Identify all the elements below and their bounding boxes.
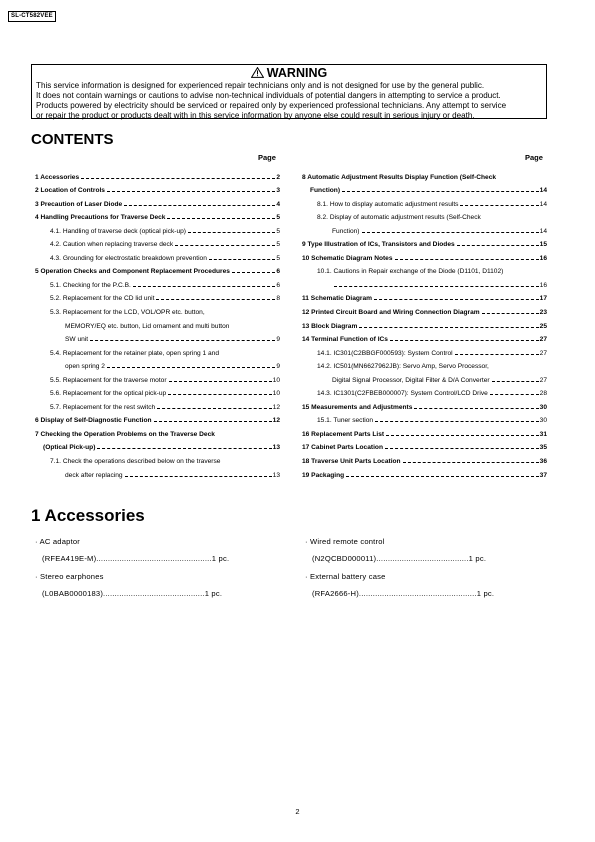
toc-entry[interactable]: [302, 291, 547, 305]
accessories-left: [35, 533, 229, 603]
toc-entry[interactable]: [35, 250, 280, 264]
warning-heading: [36, 66, 542, 81]
toc-entry-page: 14: [539, 227, 547, 235]
accessory-item: · Wired remote control: [305, 537, 385, 546]
toc-entry-page: 10: [272, 376, 280, 384]
toc-leader: [395, 259, 539, 260]
toc-entry-label: 11 Schematic Diagram: [302, 295, 373, 303]
toc-entry-label: 4.1. Handling of traverse deck (optical pick-up): [50, 227, 186, 235]
toc-leader: [107, 191, 275, 192]
toc-entry-page: 6: [276, 281, 280, 289]
toc-entry-page: 37: [539, 471, 547, 479]
toc-entry[interactable]: [302, 345, 547, 359]
toc-leader: [490, 394, 539, 395]
toc-entry-page: 28: [539, 390, 547, 398]
accessory-item: · External battery case: [305, 571, 386, 581]
toc-leader: [374, 299, 539, 300]
toc-entry[interactable]: [302, 467, 547, 481]
toc-entry[interactable]: [35, 277, 280, 291]
warning-title: WARNING: [266, 66, 328, 80]
toc-leader: [157, 408, 271, 409]
toc-entry-page: 30: [539, 403, 547, 411]
toc-leader: [81, 178, 275, 179]
toc-entry[interactable]: [302, 372, 547, 386]
toc-leader: [169, 381, 272, 382]
toc-entry-page: 27: [539, 349, 547, 357]
toc-entry-page: 5: [276, 214, 280, 222]
warning-box: [31, 64, 547, 119]
toc-entry-page: 12: [272, 417, 280, 425]
toc-entry-label: 14.1. IC301(C2BBGF000593): System Control: [317, 349, 453, 357]
toc-entry[interactable]: [302, 169, 547, 183]
toc-entry[interactable]: [302, 453, 547, 467]
toc-entry-page: 16: [539, 281, 547, 289]
toc-entry-page: 4: [276, 200, 280, 208]
toc-entry-page: 36: [539, 458, 547, 466]
toc-leader: [346, 476, 539, 477]
toc-leader: [167, 218, 275, 219]
toc-leader: [385, 448, 539, 449]
toc-leader: [168, 394, 271, 395]
toc-entry-label: 7.1. Check the operations described below on the traverse: [50, 458, 221, 466]
toc-entry-label: 4.2. Caution when replacing traverse deck: [50, 241, 174, 249]
toc-entry-label: 5.3. Replacement for the LCD, VOL/OPR etc. button,: [50, 309, 205, 317]
toc-entry[interactable]: [35, 304, 280, 318]
toc-entry[interactable]: [35, 183, 280, 197]
accessory-item: · Stereo earphones: [35, 571, 104, 581]
toc-entry-label: (Optical Pick-up): [43, 444, 96, 452]
toc-entry-label: 4 Handling Precautions for Traverse Deck: [35, 214, 166, 222]
toc-leader: [97, 448, 271, 449]
toc-entry[interactable]: [35, 467, 280, 481]
toc-entry[interactable]: [35, 453, 280, 467]
toc-entry-label: 5.5. Replacement for the traverse motor: [50, 376, 167, 384]
accessory-part-number: (RFA2666-H)...................................................1 pc.: [312, 589, 495, 599]
toc-entry-page: 3: [276, 187, 280, 195]
toc-entry-label: 13 Block Diagram: [302, 322, 358, 330]
toc-entry-label: 4.3. Grounding for electrostatic breakdown prevention: [50, 254, 207, 262]
toc-entry-label: 3 Precaution of Laser Diode: [35, 200, 123, 208]
toc-entry[interactable]: [302, 399, 547, 413]
toc-entry[interactable]: [35, 210, 280, 224]
toc-leader: [188, 232, 275, 233]
toc-leader: [492, 381, 539, 382]
accessories-right: [305, 533, 494, 603]
page-column-header-right: Page: [525, 153, 543, 162]
toc-entry[interactable]: [35, 386, 280, 400]
toc-leader: [390, 340, 539, 341]
toc-entry-page: 31: [539, 430, 547, 438]
toc-entry-label: 5.2. Replacement for the CD lid unit: [50, 295, 155, 303]
toc-entry-label: 14 Terminal Function of ICs: [302, 336, 388, 344]
toc-leader: [455, 354, 539, 355]
toc-entry-label: 5.7. Replacement for the rest switch: [50, 403, 156, 411]
toc-entry[interactable]: [302, 196, 547, 210]
toc-entry[interactable]: [35, 372, 280, 386]
toc-entry-page: 8: [276, 295, 280, 303]
toc-entry-label: MEMORY/EQ etc. button, Lid ornament and multi button: [65, 322, 230, 330]
toc-entry-page: 13: [272, 471, 280, 479]
toc-entry[interactable]: [35, 223, 280, 237]
toc-entry[interactable]: [35, 399, 280, 413]
toc-entry[interactable]: [35, 359, 280, 373]
toc-entry-label: 10 Schematic Diagram Notes: [302, 254, 393, 262]
toc-entry[interactable]: [35, 237, 280, 251]
toc-entry-page: 2: [276, 173, 280, 181]
toc-leader: [460, 205, 538, 206]
toc-entry[interactable]: [302, 318, 547, 332]
warning-triangle-icon: [251, 67, 264, 78]
warning-line: Products powered by electricity should be serviced or repaired only by experienced professional technicians. Any attempt to service: [36, 101, 507, 110]
toc-entry[interactable]: [35, 264, 280, 278]
toc-entry-label: 17 Cabinet Parts Location: [302, 444, 383, 452]
toc-leader: [362, 232, 539, 233]
toc-entry-page: 12: [272, 403, 280, 411]
toc-leader: [124, 205, 275, 206]
toc-entry-label: 7 Checking the Operation Problems on the Traverse Deck: [35, 430, 215, 438]
toc-entry[interactable]: [302, 264, 547, 278]
toc-entry-label: 8 Automatic Adjustment Results Display Function (Self-Check: [302, 173, 497, 181]
toc-leader: [175, 245, 275, 246]
toc-entry-page: 30: [539, 417, 547, 425]
toc-entry-label: 5.1. Checking for the P.C.B.: [50, 281, 131, 289]
toc-entry[interactable]: [35, 291, 280, 305]
warning-line: or repair the product or products dealt with in this service information by anyone else could result in serious injury or death.: [36, 111, 475, 120]
toc-leader: [375, 421, 539, 422]
toc-entry-label: 8.2. Display of automatic adjustment results (Self-Check: [317, 214, 481, 222]
page-column-header-left: Page: [258, 153, 276, 162]
accessory-part-number: (RFEA419E-M)..................................................1 pc.: [42, 554, 230, 564]
toc-entry[interactable]: [302, 250, 547, 264]
toc-entry-page: 17: [539, 295, 547, 303]
toc-entry[interactable]: [35, 318, 280, 332]
toc-entry-page: 6: [276, 268, 280, 276]
toc-left-column: [35, 169, 280, 481]
toc-entry[interactable]: [35, 345, 280, 359]
toc-entry[interactable]: [302, 210, 547, 224]
toc-leader: [342, 191, 539, 192]
toc-entry-page: 14: [539, 200, 547, 208]
toc-leader: [209, 259, 275, 260]
toc-entry[interactable]: [35, 196, 280, 210]
toc-leader: [107, 367, 275, 368]
toc-entry-page: 9: [276, 363, 280, 371]
toc-entry-page: 10: [272, 390, 280, 398]
warning-line: It does not contain warnings or cautions to advise non-technical individuals of potential dangers in attempting to service a product.: [36, 91, 501, 100]
toc-leader: [403, 462, 539, 463]
accessory-part-number: (L0BAB0000183)............................................1 pc.: [42, 589, 223, 599]
toc-leader: [334, 286, 539, 287]
contents-title: CONTENTS: [31, 131, 114, 148]
toc-entry[interactable]: [302, 277, 547, 291]
toc-entry-label: 10.1. Cautions in Repair exchange of the Diode (D1101, D1102): [317, 268, 504, 276]
accessory-part-number: (N2QCBD000011)........................................1 pc.: [312, 554, 487, 564]
toc-entry[interactable]: [35, 332, 280, 346]
toc-entry-label: 15.1. Tuner section: [317, 417, 374, 425]
toc-entry[interactable]: [302, 413, 547, 427]
toc-entry-label: 6 Display of Self-Diagnostic Function: [35, 417, 152, 425]
toc-entry[interactable]: [302, 386, 547, 400]
toc-entry-page: 27: [539, 336, 547, 344]
toc-entry-label: 14.3. IC1301(C2FBEB000007): System Control/LCD Drive: [317, 390, 488, 398]
toc-entry-label: 19 Packaging: [302, 471, 345, 479]
toc-entry-label: open spring 2: [65, 363, 105, 371]
toc-entry-page: 15: [539, 241, 547, 249]
toc-entry[interactable]: [35, 413, 280, 427]
toc-entry-label: 1 Accessories: [35, 173, 80, 181]
toc-entry-label: Digital Signal Processor, Digital Filter & D/A Converter: [332, 376, 490, 384]
toc-entry-page: 5: [276, 227, 280, 235]
toc-entry-page: 23: [539, 309, 547, 317]
toc-leader: [133, 286, 275, 287]
toc-entry-page: 5: [276, 241, 280, 249]
toc-entry-page: 13: [272, 444, 280, 452]
warning-line: This service information is designed for experienced repair technicians only and is not designed for use by the general public.: [36, 81, 485, 90]
toc-entry-label: Function): [310, 187, 341, 195]
toc-entry-page: 16: [539, 254, 547, 262]
toc-entry[interactable]: [35, 169, 280, 183]
toc-entry-label: SW unit: [65, 336, 89, 344]
toc-entry-page: 14: [539, 187, 547, 195]
toc-entry[interactable]: [302, 359, 547, 373]
toc-right-column: [302, 169, 547, 481]
toc-entry-label: 8.1. How to display automatic adjustment results: [317, 200, 459, 208]
toc-entry[interactable]: [35, 426, 280, 440]
toc-leader: [359, 327, 538, 328]
accessory-item: · AC adaptor: [35, 537, 81, 546]
toc-entry-label: Function): [332, 227, 360, 235]
toc-entry[interactable]: [302, 332, 547, 346]
model-number: SL-CT582VEE: [8, 11, 56, 22]
toc-entry-page: 35: [539, 444, 547, 452]
toc-entry[interactable]: [302, 223, 547, 237]
toc-leader: [414, 408, 538, 409]
toc-leader: [232, 272, 275, 273]
toc-entry-label: 9 Type Illustration of ICs, Transistors and Diodes: [302, 241, 455, 249]
toc-leader: [386, 435, 539, 436]
toc-entry-label: 5.4. Replacement for the retainer plate, open spring 1 and: [50, 349, 219, 357]
toc-leader: [125, 476, 272, 477]
toc-entry[interactable]: [302, 426, 547, 440]
toc-entry-page: 27: [539, 376, 547, 384]
toc-entry-label: 18 Traverse Unit Parts Location: [302, 458, 401, 466]
toc-entry[interactable]: [302, 304, 547, 318]
toc-entry-label: deck after replacing: [65, 471, 123, 479]
toc-entry-label: 15 Measurements and Adjustments: [302, 403, 413, 411]
toc-entry-label: 2 Location of Controls: [35, 187, 105, 195]
toc-entry[interactable]: [302, 183, 547, 197]
toc-entry[interactable]: [302, 440, 547, 454]
toc-entry-page: 25: [539, 322, 547, 330]
toc-entry-label: 14.2. IC501(MN6627962JB): Servo Amp, Servo Processor,: [317, 363, 489, 371]
toc-leader: [482, 313, 539, 314]
toc-leader: [154, 421, 272, 422]
toc-entry-label: 5.6. Replacement for the optical pick-up: [50, 390, 167, 398]
toc-leader: [90, 340, 275, 341]
toc-entry-page: 9: [276, 336, 280, 344]
toc-leader: [156, 299, 275, 300]
toc-leader: [457, 245, 539, 246]
section-title: 1 Accessories: [31, 506, 145, 525]
toc-entry-label: 5 Operation Checks and Component Replacement Procedures: [35, 268, 230, 276]
toc-entry[interactable]: [35, 440, 280, 454]
page-number: 2: [295, 807, 300, 816]
toc-entry-page: 5: [276, 254, 280, 262]
toc-entry-label: 16 Replacement Parts List: [302, 430, 385, 438]
toc-entry-label: 12 Printed Circuit Board and Wiring Connection Diagram: [302, 309, 480, 317]
toc-entry[interactable]: [302, 237, 547, 251]
